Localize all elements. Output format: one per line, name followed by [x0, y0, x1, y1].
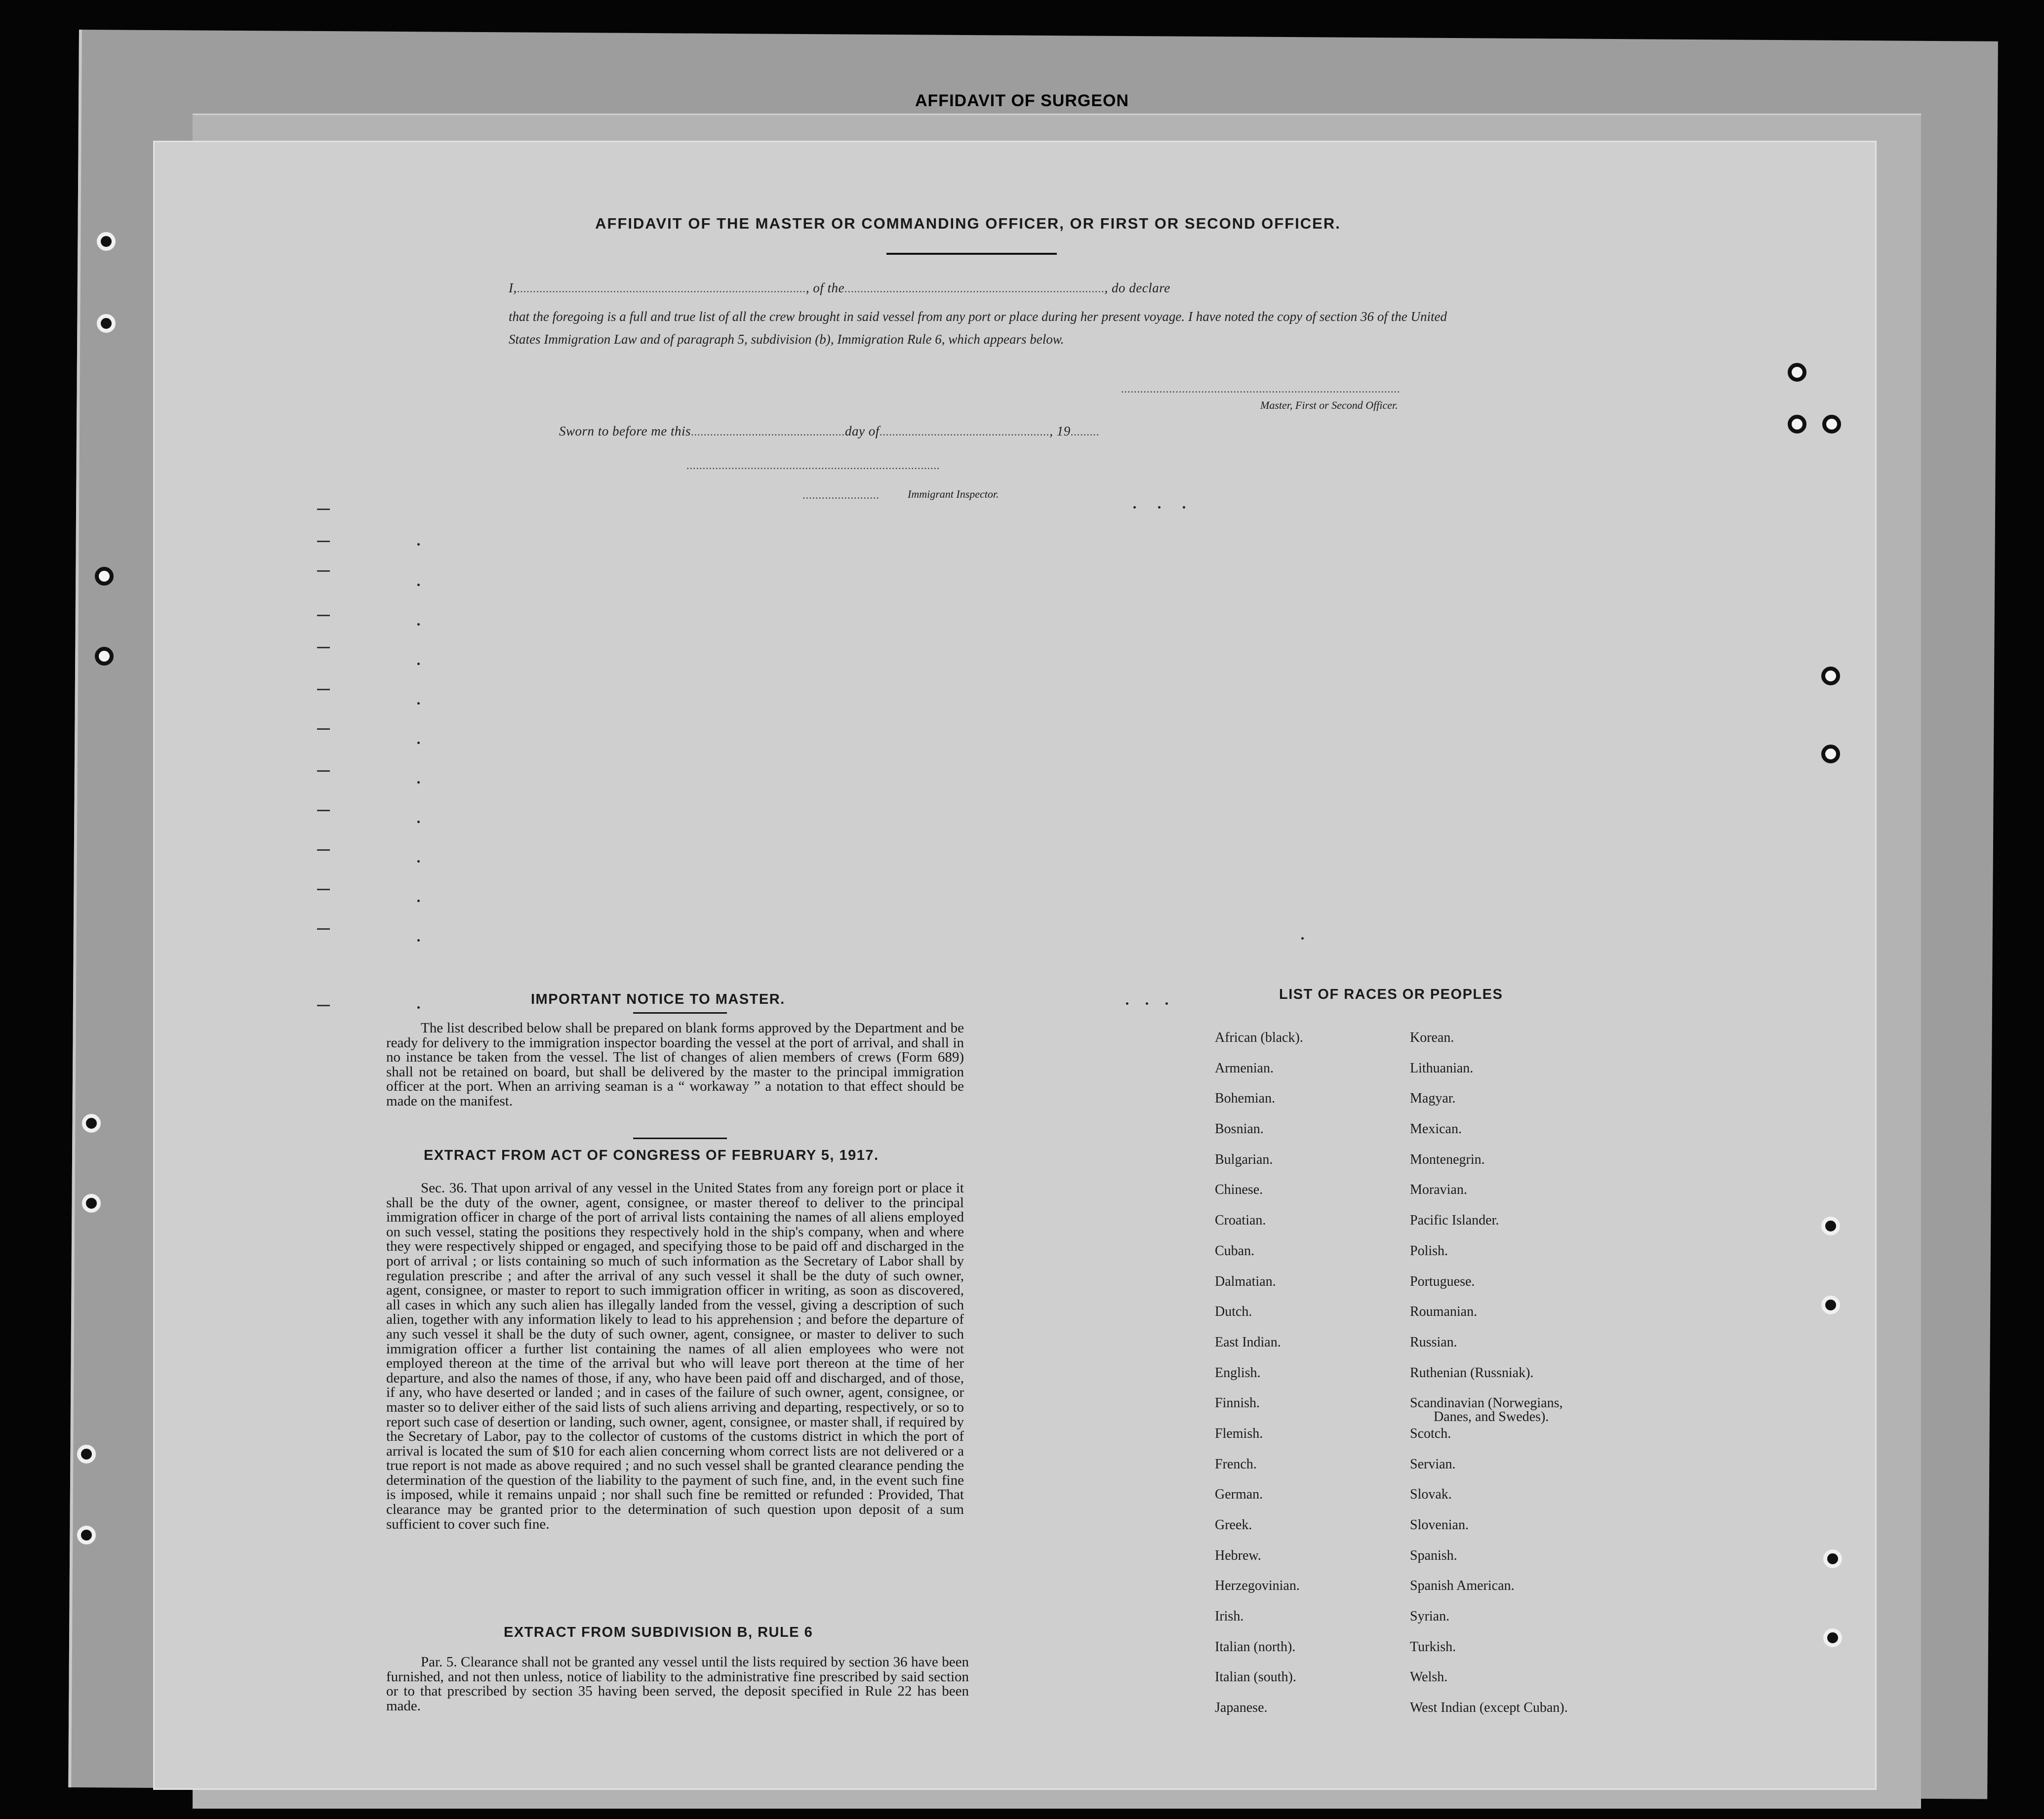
- race-item: Slovenian.: [1410, 1517, 1469, 1533]
- extract-rule-paragraph: Par. 5. Clearance shall not be granted any vessel until the lists required by section 36 have been furnished, and not then unless, notice of liability to the administrative fine prescribed by said section or to that prescribed by section 35 having been served, the deposit specified in Rule 22 has been made.: [386, 1654, 969, 1714]
- row-dot: [417, 702, 420, 705]
- races-title: LIST OF RACES OR PEOPLES: [1279, 987, 1503, 1002]
- sworn-month-blank[interactable]: .....................................................: [879, 426, 1050, 438]
- race-item: Magyar.: [1410, 1091, 1456, 1107]
- race-item-continuation: Danes, and Swedes).: [1434, 1409, 1549, 1425]
- inspector-signature-blank[interactable]: ...............................................................................: [686, 459, 940, 472]
- race-item: Finnish.: [1215, 1395, 1260, 1411]
- row-dot: [417, 781, 420, 784]
- extract-rule-title: EXTRACT FROM SUBDIVISION B, RULE 6: [504, 1624, 813, 1640]
- race-item: Lithuanian.: [1410, 1060, 1474, 1076]
- section-divider: [633, 1138, 727, 1139]
- row-dash: [317, 1005, 330, 1006]
- race-item: Dalmatian.: [1215, 1273, 1276, 1289]
- extract-act-title: EXTRACT FROM ACT OF CONGRESS OF FEBRUARY 5, 1917.: [424, 1147, 879, 1163]
- row-dot: [417, 584, 420, 586]
- punch-hole-icon: [77, 1526, 96, 1544]
- row-dash: [317, 689, 330, 690]
- race-item: Portuguese.: [1410, 1273, 1475, 1289]
- row-dot: [1146, 1002, 1148, 1005]
- extract-act-paragraph: Sec. 36. That upon arrival of any vessel in the United States from any foreign port or place it shall be the duty of the owner, agent, consignee, or master thereof to deliver to the principal immigration officer in charge of the port of arrival lists containing the names of all aliens employed on such vessel, stating the positions they respectively hold in the ship's company, when and where they were respectively shipped or engaged, and specifying those to be paid off and discharged in the port of arrival ; or lists containing so much of such information as the Secretary of Labor shall by regulation prescribe ; and after the arrival of any such vessel it shall be the duty of such owner, agent, consignee, or master to report to such immigration officer in writing, as soon as discovered, all cases in which any such alien has illegally landed from the vessel, giving a description of such alien, together with any information likely to lead to his apprehension ; and before the departure of any such vessel it shall be the duty of such owner, agent, consignee, or master to deliver to such immigration officer a further list containing the names of all alien employees who were not employed thereon at the time of the arrival but who will leave port thereon at the time of her departure, and also the names of those, if any, who have been paid off and discharged, and of those, if any, who have deserted or landed ; and in cases of the failure of such owner, agent, consignee, or master so to deliver either of the said lists of such aliens arriving and departing, respectively, or so to report such case of desertion or landing, such owner, agent, consignee, or master shall, if required by the Secretary of Labor, pay to the collector of customs of the customs district in which the port of arrival is located the sum of $10 for each alien concerning whom correct lists are not delivered or a true report is not made as above required ; and no such vessel shall be granted clearance pending the determination of the question of the liability to the payment of such fine, and, in the event such fine is imposed, while it remains unpaid ; nor shall such fine be remitted or refunded : Provided, That clearance may be granted prior to the determination of such question upon deposit of a sum sufficient to cover such fine.: [386, 1180, 964, 1532]
- sworn-year-blank[interactable]: .........: [1070, 426, 1100, 438]
- race-item: Montenegrin.: [1410, 1151, 1485, 1167]
- extract-act-body: [386, 1181, 964, 1532]
- declare-label: , do declare: [1104, 280, 1170, 295]
- race-item: Italian (south).: [1215, 1669, 1296, 1685]
- signature-blank[interactable]: .......................................................................................: [1121, 383, 1401, 395]
- race-item: Scotch.: [1410, 1425, 1451, 1441]
- row-dash: [317, 849, 330, 851]
- punch-hole-icon: [95, 567, 114, 586]
- race-item: [1410, 1395, 1568, 1426]
- race-item: East Indian.: [1215, 1334, 1281, 1350]
- row-dot: [417, 821, 420, 823]
- title-underline: [886, 253, 1057, 255]
- race-item: Spanish American.: [1410, 1578, 1515, 1594]
- race-item: Irish.: [1215, 1609, 1244, 1624]
- row-dot: [417, 1006, 420, 1009]
- race-item: Roumanian.: [1410, 1304, 1478, 1320]
- front-sheet: [153, 141, 1877, 1790]
- row-dot: [417, 742, 420, 744]
- affidavit-body: that the foregoing is a full and true list of all the crew brought in said vessel from any port or place during her present voyage. I have noted the copy of section 36 of the United States Immigration Law and of paragraph 5, subdivision (b), Immigration Rule 6, which appears below.: [509, 309, 1447, 347]
- punch-hole-icon: [1823, 1628, 1842, 1647]
- sworn-line: [559, 424, 1099, 439]
- race-item: German.: [1215, 1487, 1263, 1503]
- row-dash: [317, 728, 330, 730]
- race-item: Korean.: [1410, 1030, 1454, 1045]
- punch-hole-icon: [82, 1114, 101, 1133]
- sworn-day-label: day of: [845, 424, 880, 438]
- race-item: Syrian.: [1410, 1609, 1450, 1624]
- punch-hole-icon: [77, 1445, 96, 1463]
- race-item: English.: [1215, 1365, 1261, 1381]
- row-dash: [317, 889, 330, 890]
- race-item: Cuban.: [1215, 1243, 1255, 1259]
- race-item: Servian.: [1410, 1456, 1456, 1472]
- race-item: Ruthenian (Russniak).: [1410, 1365, 1534, 1381]
- row-dot: [417, 543, 420, 546]
- race-item: Pacific Islander.: [1410, 1213, 1499, 1228]
- race-item: Slovak.: [1410, 1487, 1452, 1503]
- race-item: Armenian.: [1215, 1060, 1274, 1076]
- row-dot: [1126, 1002, 1128, 1005]
- punch-hole-icon: [1822, 415, 1841, 434]
- punch-hole-icon: [1821, 1217, 1840, 1235]
- race-item: Bosnian.: [1215, 1121, 1264, 1137]
- race-item: Italian (north).: [1215, 1639, 1296, 1655]
- row-dash: [317, 509, 330, 510]
- punch-hole-icon: [95, 647, 114, 666]
- race-item: Bohemian.: [1215, 1091, 1276, 1107]
- race-item: Croatian.: [1215, 1213, 1266, 1228]
- race-item: Greek.: [1215, 1517, 1252, 1533]
- race-item: Moravian.: [1410, 1182, 1467, 1198]
- row-dot: [1133, 506, 1136, 509]
- races-left-column: [1215, 1030, 1303, 1731]
- of-the-label: , of the: [805, 280, 844, 295]
- row-dot: [417, 939, 420, 942]
- surgeon-affidavit-header: AFFIDAVIT OF SURGEON: [915, 91, 1129, 110]
- race-item: Herzegovinian.: [1215, 1578, 1300, 1594]
- race-item: Turkish.: [1410, 1639, 1456, 1655]
- extract-rule-body: [386, 1655, 969, 1713]
- vessel-blank[interactable]: .................................................................................: [844, 282, 1105, 295]
- inspector-caption: Immigrant Inspector.: [908, 488, 999, 500]
- affidavit-declaration-line: [509, 280, 1170, 296]
- row-dot: [1158, 506, 1161, 509]
- punch-hole-icon: [1821, 745, 1840, 763]
- punch-hole-icon: [1823, 1549, 1842, 1568]
- row-dot: [417, 860, 420, 863]
- punch-hole-icon: [1788, 363, 1806, 382]
- row-dot: [417, 663, 420, 665]
- affidavit-title: AFFIDAVIT OF THE MASTER OR COMMANDING OFFICER, OR FIRST OR SECOND OFFICER.: [595, 215, 1341, 232]
- punch-hole-icon: [82, 1194, 101, 1213]
- race-item: Hebrew.: [1215, 1547, 1261, 1563]
- race-item: Japanese.: [1215, 1700, 1268, 1716]
- signature-caption: Master, First or Second Officer.: [1260, 399, 1398, 411]
- punch-hole-icon: [1821, 667, 1840, 685]
- row-dash: [317, 570, 330, 572]
- notice-title: IMPORTANT NOTICE TO MASTER.: [531, 991, 785, 1007]
- row-dash: [317, 647, 330, 648]
- sworn-year-label: , 19: [1049, 424, 1071, 438]
- row-dash: [317, 615, 330, 616]
- notice-underline: [633, 1012, 727, 1014]
- row-dash: [317, 928, 330, 930]
- races-right-column: [1410, 1030, 1568, 1731]
- race-item: Russian.: [1410, 1334, 1457, 1350]
- race-item: Mexican.: [1410, 1121, 1462, 1137]
- row-dash: [317, 541, 330, 542]
- row-dot: [1301, 937, 1304, 940]
- row-dash: [317, 810, 330, 811]
- row-dot: [417, 623, 420, 626]
- race-item: African (black).: [1215, 1030, 1303, 1045]
- punch-hole-icon: [97, 314, 116, 333]
- punch-hole-icon: [97, 232, 116, 251]
- row-dash: [317, 770, 330, 772]
- notice-paragraph: The list described below shall be prepared on blank forms approved by the Department and be ready for delivery to the immigration inspector boarding the vessel at the port of arrival, and shall in no instance be taken from the vessel. The list of changes of alien members of crews (Form 689) shall not be retained on board, but shall be delivered by the master to the principal immigration officer at the port. When an arriving seaman is a “ workaway ” a notation to that effect should be made on the manifest.: [386, 1020, 964, 1109]
- race-item: West Indian (except Cuban).: [1410, 1700, 1568, 1716]
- race-item: French.: [1215, 1456, 1257, 1472]
- race-item: Bulgarian.: [1215, 1151, 1273, 1167]
- punch-hole-icon: [1788, 415, 1806, 434]
- race-item: Flemish.: [1215, 1425, 1263, 1441]
- notice-body: [386, 1021, 964, 1109]
- sworn-day-blank[interactable]: ................................................: [691, 426, 845, 438]
- name-blank[interactable]: ..........................................................................................: [517, 282, 806, 295]
- row-dot: [417, 900, 420, 902]
- race-item: Welsh.: [1410, 1669, 1448, 1685]
- declarant-prefix: I,: [509, 280, 517, 295]
- race-item: Dutch.: [1215, 1304, 1252, 1320]
- race-item-label: Scandinavian (Norwegians,: [1410, 1395, 1563, 1411]
- row-dot: [1165, 1002, 1168, 1005]
- punch-hole-icon: [1821, 1296, 1840, 1314]
- race-item: Chinese.: [1215, 1182, 1263, 1198]
- race-item: Polish.: [1410, 1243, 1448, 1259]
- race-item: Spanish.: [1410, 1547, 1457, 1563]
- sworn-prefix: Sworn to before me this: [559, 424, 691, 438]
- row-dot: [1183, 506, 1185, 509]
- inspector-dots: ........................: [802, 489, 880, 501]
